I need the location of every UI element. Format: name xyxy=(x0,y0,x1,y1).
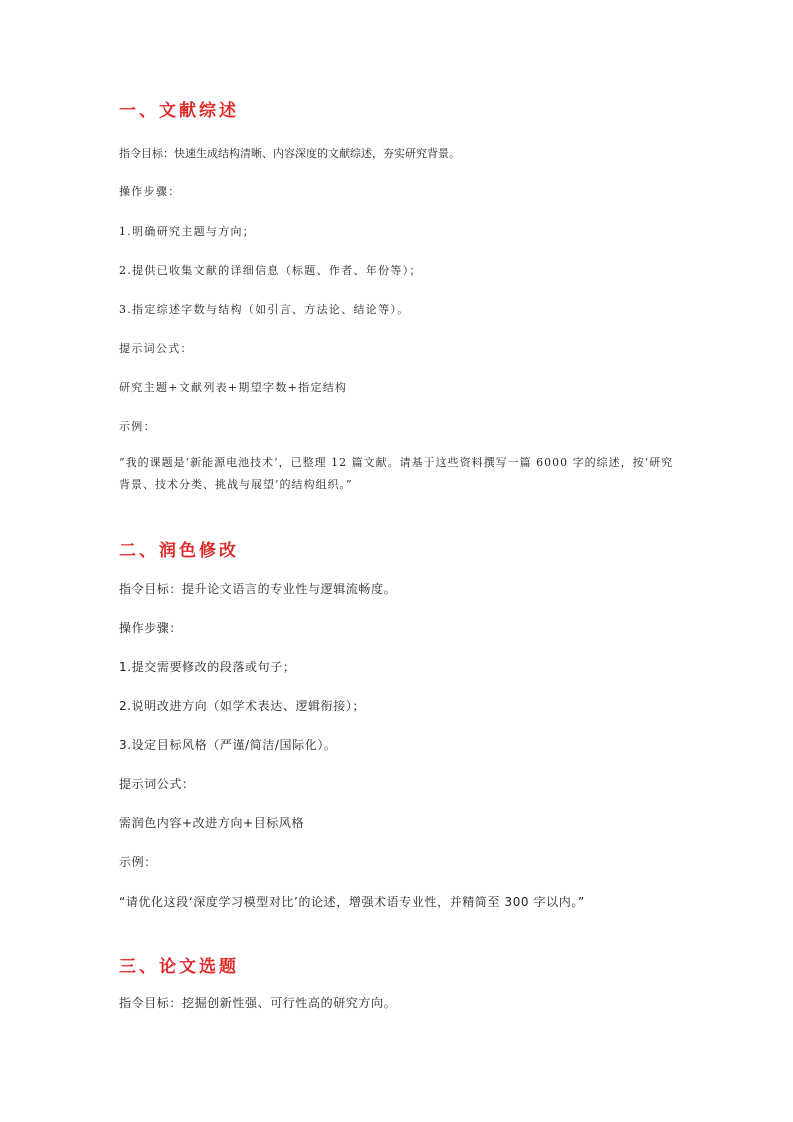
formula-label: 提示词公式： xyxy=(119,342,193,355)
example-label: 示例： xyxy=(119,420,156,433)
prompt-formula: 需润色内容+改进方向+目标风格 xyxy=(119,816,305,830)
example-label: 示例： xyxy=(119,855,157,869)
steps-label: 操作步骤： xyxy=(119,185,181,198)
example-text: “我的课题是‘新能源电池技术’，已整理 12 篇文献。请基于这些资料撰写一篇 6000 字的综述，按‘研究背景、技术分类、挑战与展望’的结构组织。” xyxy=(119,456,674,491)
section-goal: 指令目标：挖掘创新性强、可行性高的研究方向。 xyxy=(119,996,397,1010)
prompt-formula: 研究主题+文献列表+期望字数+指定结构 xyxy=(119,381,348,394)
steps-label: 操作步骤： xyxy=(119,621,183,635)
section-goal: 指令目标：快速生成结构清晰、内容深度的文献综述，夯实研究背景。 xyxy=(119,147,460,160)
section-heading-polishing: 二、润色修改 xyxy=(119,541,239,561)
section-heading-literature-review: 一、文献综述 xyxy=(119,101,239,121)
step-item: 1.明确研究主题与方向； xyxy=(119,225,256,238)
section-goal: 指令目标：提升论文语言的专业性与逻辑流畅度。 xyxy=(119,582,397,596)
section-heading-topic-selection: 三、论文选题 xyxy=(119,957,239,977)
formula-label: 提示词公式： xyxy=(119,777,195,791)
step-item: 2.说明改进方向（如学术表达、逻辑衔接）； xyxy=(119,699,366,713)
step-item: 3.指定综述字数与结构（如引言、方法论、结论等）。 xyxy=(119,303,410,316)
step-item: 2.提供已收集文献的详细信息（标题、作者、年份等）； xyxy=(119,264,422,277)
step-item: 3.设定目标风格（严谨/简洁/国际化）。 xyxy=(119,738,337,752)
example-text: “请优化这段‘深度学习模型对比’的论述，增强术语专业性，并精简至 300 字以内。” xyxy=(119,895,585,909)
step-item: 1.提交需要修改的段落或句子； xyxy=(119,660,296,674)
